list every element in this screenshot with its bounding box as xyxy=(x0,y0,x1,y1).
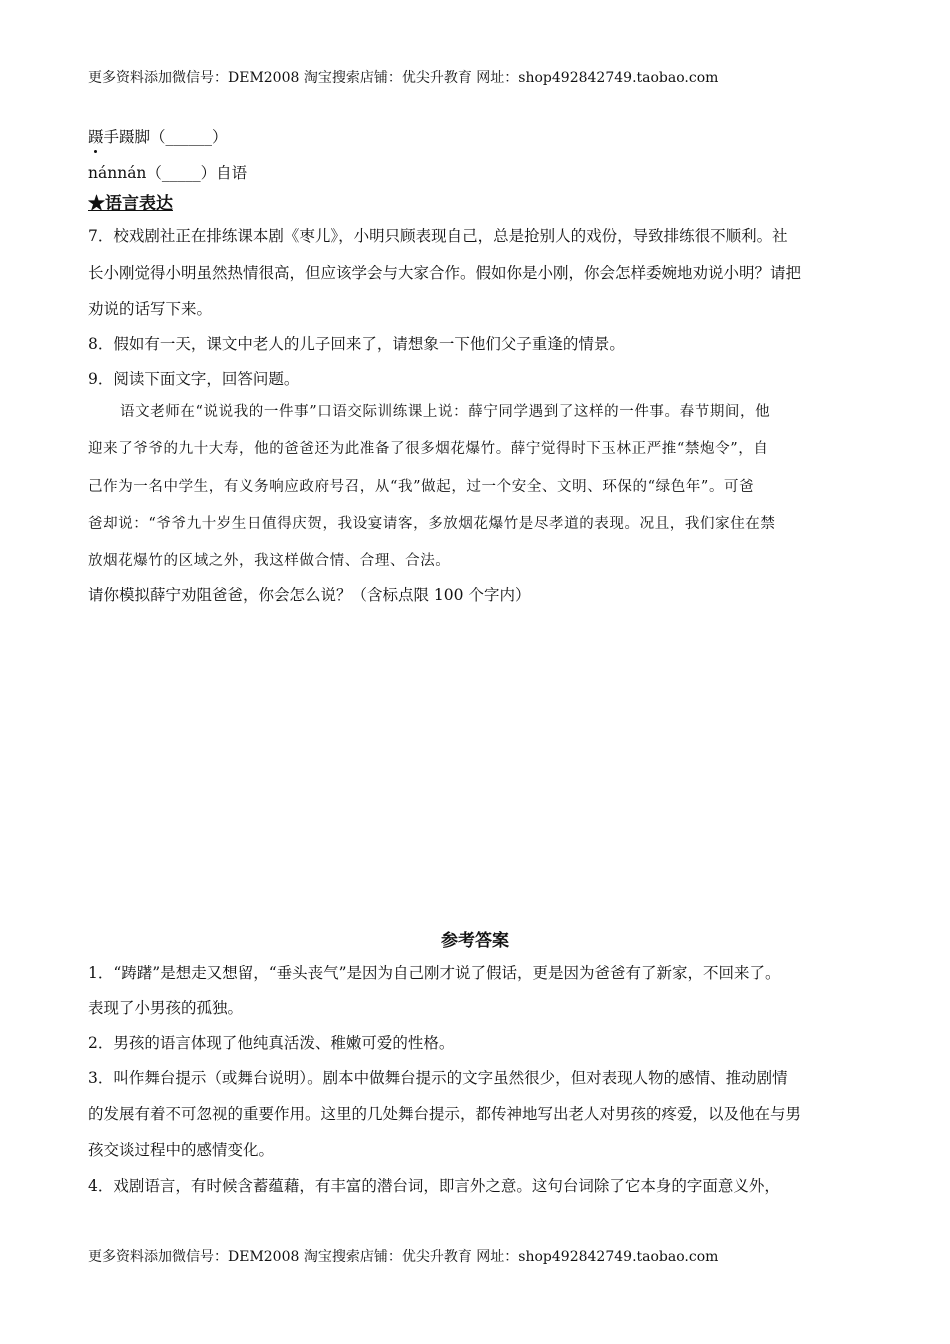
answer-1-line-1: 1．“踌躇”是想走又想留，“垂头丧气”是因为自己刚才说了假话，更是因为爸爸有了新家，不回来了。 xyxy=(88,964,781,982)
passage-line-1: 语文老师在“说说我的一件事”口语交际训练课上说：薛宁同学遇到了这样的一件事。春节期间，他 xyxy=(120,404,771,420)
passage-line-4: 爸却说：“爷爷九十岁生日值得庆贺，我设宴请客，多放烟花爆竹是尽孝道的表现。况且，我们家住在禁 xyxy=(88,516,776,532)
answer-4-line-1: 4．戏剧语言，有时候含蓄蕴藉，有丰富的潜台词，即言外之意。这句台词除了它本身的字面意义外， xyxy=(88,1177,780,1195)
answer-3-line-1: 3．叫作舞台提示（或舞台说明）。剧本中做舞台提示的文字虽然很少，但对表现人物的感情、推动剧情 xyxy=(88,1069,788,1087)
vocab-item-2: nánnán（_____）自语 xyxy=(88,164,248,182)
passage-line-2: 迎来了爷爷的九十大寿，他的爸爸还为此准备了很多烟花爆竹。薛宁觉得时下玉林正严推“禁炮令”，自 xyxy=(88,441,769,457)
vocab-item-1 xyxy=(88,127,858,147)
answers-title: 参考答案 xyxy=(441,931,509,951)
question-9: 9．阅读下面文字，回答问题。 xyxy=(88,370,300,388)
answer-3-line-3: 孩交谈过程中的感情变化。 xyxy=(88,1141,275,1159)
passage-line-3: 己作为一名中学生，有义务响应政府号召，从“我”做起，过一个安全、文明、环保的“绿色年”。可爸 xyxy=(88,479,755,495)
page-footer: 更多资料添加微信号：DEM2008 淘宝搜索店铺：优尖升教育 网址：shop492842749.taobao.com xyxy=(88,1249,719,1265)
question-7-line-1: 7．校戏剧社正在排练课本剧《枣儿》，小明只顾表现自己，总是抢别人的戏份，导致排练很不顺利。社 xyxy=(88,227,788,245)
answer-2: 2．男孩的语言体现了他纯真活泼、稚嫩可爱的性格。 xyxy=(88,1034,455,1052)
page-header: 更多资料添加微信号：DEM2008 淘宝搜索店铺：优尖升教育 网址：shop492842749.taobao.com xyxy=(88,70,719,86)
answer-1-line-2: 表现了小男孩的孤独。 xyxy=(88,999,244,1017)
vocab-item-1-rest: 手蹑脚（______） xyxy=(103,128,228,146)
section-title: ★语言表达 xyxy=(88,194,173,214)
answer-3-line-2: 的发展有着不可忽视的重要作用。这里的几处舞台提示，都传神地写出老人对男孩的疼爱，以及他在与男 xyxy=(88,1105,802,1123)
question-9-prompt: 请你模拟薛宁劝阻爸爸，你会怎么说？（含标点限 100 个字内） xyxy=(88,586,531,604)
question-7-line-3: 劝说的话写下来。 xyxy=(88,300,213,318)
question-7-line-2: 长小刚觉得小明虽然热情很高，但应该学会与大家合作。假如你是小刚，你会怎样委婉地劝说小明？请把 xyxy=(88,264,802,282)
question-8: 8．假如有一天，课文中老人的儿子回来了，请想象一下他们父子重逢的情景。 xyxy=(88,335,625,353)
passage-line-5: 放烟花爆竹的区域之外，我这样做合情、合理、合法。 xyxy=(88,553,451,569)
emphasis-dot-char: 蹑 xyxy=(88,128,104,146)
